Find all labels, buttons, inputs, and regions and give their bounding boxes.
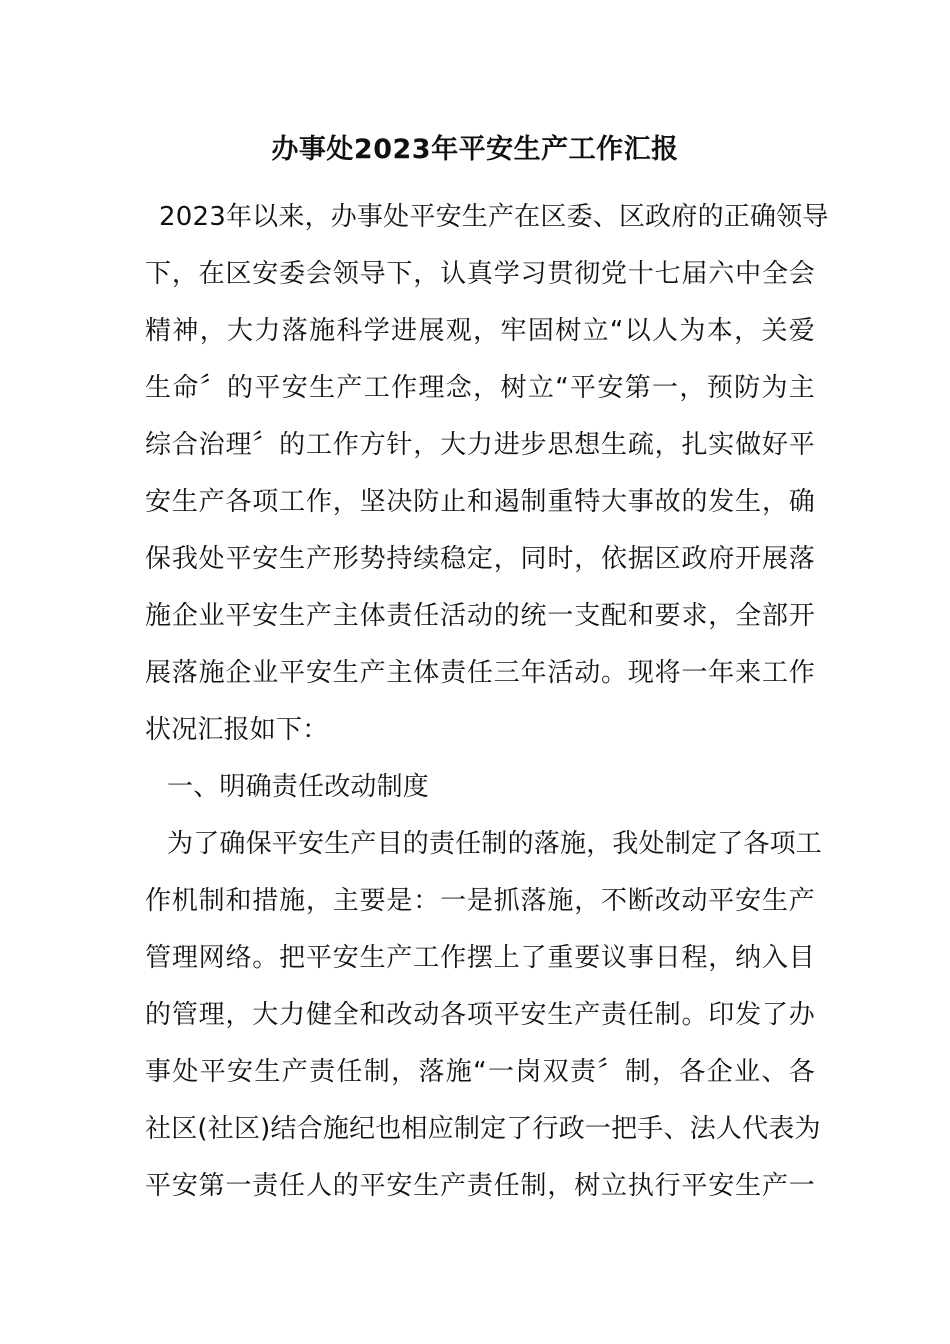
paragraph-line: 作机制和措施，主要是：一是抓落施，不断改动平安生产 [145,886,815,916]
paragraph-line: 事处平安生产责任制，落施“一岗双责〞制，各企业、各 [145,1057,815,1087]
paragraph-line: 管理网络。把平安生产工作摆上了重要议事日程，纳入目 [145,943,815,973]
paragraph-line: 为了确保平安生产目的责任制的落施，我处制定了各项工 [167,829,823,859]
paragraph-line: 状况汇报如下： [145,715,329,745]
section-heading: 一、明确责任改动制度 [167,772,430,802]
paragraph-line: 保我处平安生产形势持续稳定，同时，依据区政府开展落 [145,544,815,574]
paragraph-line: 平安第一责任人的平安生产责任制，树立执行平安生产一 [145,1171,815,1201]
paragraph-line: 安生产各项工作，坚决防止和遏制重特大事故的发生，确 [145,487,815,517]
paragraph-line: 精神，大力落施科学进展观，牢固树立“以人为本，关爱 [145,316,815,346]
paragraph-line: 2023年以来，办事处平安生产在区委、区政府的正确领导 [159,202,829,232]
paragraph-line: 施企业平安生产主体责任活动的统一支配和要求，全部开 [145,601,815,631]
paragraph-line: 下，在区安委会领导下，认真学习贯彻党十七届六中全会 [145,259,815,289]
paragraph-line: 综合治理〞的工作方针，大力进步思想生疏，扎实做好平 [145,430,815,460]
document-title: 办事处2023年平安生产工作汇报 [271,134,679,165]
paragraph-line: 展落施企业平安生产主体责任三年活动。现将一年来工作 [145,658,815,688]
paragraph-line: 的管理，大力健全和改动各项平安生产责任制。印发了办 [145,1000,815,1030]
paragraph-line: 生命〞的平安生产工作理念，树立“平安第一，预防为主 [145,373,815,403]
paragraph-line: 社区(社区)结合施纪也相应制定了行政一把手、法人代表为 [145,1114,821,1144]
